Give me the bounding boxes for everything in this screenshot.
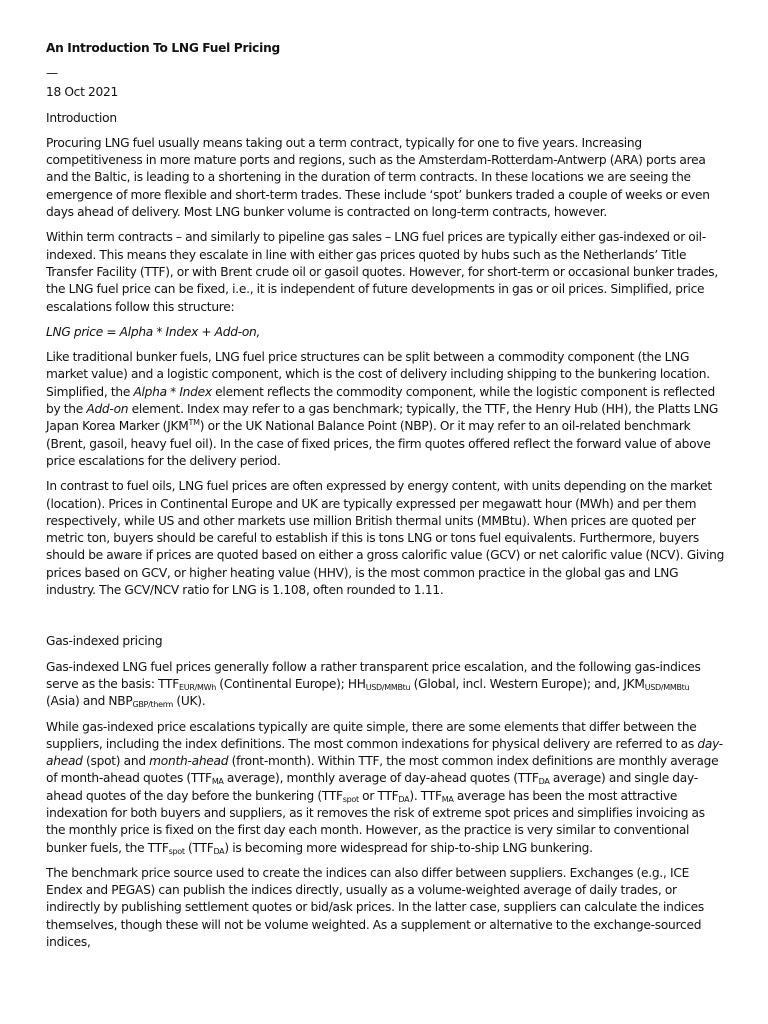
paragraph-indexation: Within term contracts – and similarly to pipeline gas sales – LNG fuel prices are typically either gas-indexed or oil-indexed. This means they escalate in line with either gas prices quoted by hubs such as the Netherlands’ Title Transfer Facility (TTF), or with Brent crude oil or gasoil quotes. However, for short-term or occasional bunker trades, the LNG fuel price can be fixed, i.e., it is independent of future developments in gas or oil prices. Simplified, price escalations follow this structure: <box>46 230 718 314</box>
text-run: (front-month). Within TTF, the most common index definitions are monthly average of month-ahead quotes (TTF <box>46 754 719 786</box>
paragraph-energy-units: In contrast to fuel oils, LNG fuel prices are often expressed by energy content, with units depending on the market (location). Prices in Continental Europe and UK are typically expressed per megawatt hour (MWh) and per them respectively, while US and other markets use million British thermal units (MMBtu). When prices are quoted per metric ton, buyers should be careful to establish if this is tons LNG or tons fuel equivalents. Furthermore, buyers should be aware if prices are quoted based on either a gross calorific value (GCV) or net calorific value (NCV). Giving prices based on GCV, or higher heating value (HHV), is the most common practice in the global gas and LNG industry. The GCV/NCV ratio for LNG is 1.108, often rounded to 1.11. <box>46 479 725 598</box>
text-run: (Global, incl. Western Europe); and, JKM <box>410 676 645 691</box>
unit-subscript: GBP/therm <box>132 700 174 710</box>
price-formula <box>46 324 726 341</box>
paragraph-gas-indices <box>46 659 726 711</box>
paragraph-benchmark-sources: The benchmark price source used to create the indices can also differ between suppliers. Exchanges (e.g., ICE Endex and PEGAS) can publish the indices directly, usually as a volume-weighted average of daily trades, or indirectly by publishing settlement quotes or bid/ask prices. In the latter case, suppliers can calculate the indices themselves, though these will not be volume weighted. As a supplement or alternative to the exchange-sourced indices, <box>46 865 704 950</box>
text-run: (Asia) and NBP <box>46 694 133 709</box>
text-run: average) and single day-ahead quotes of the day before the bunkering (TTF <box>46 771 698 803</box>
text-run: (spot) and <box>82 754 150 769</box>
text-run: ) or the UK National Balance Point (NBP). Or it may refer to an oil-related benchmark (Brent, gasoil, heavy fuel oil). In the case of fixed prices, the firm quotes offered reflect the forward value of above price escalations for the delivery period. <box>46 419 711 468</box>
index-subscript: DA <box>213 846 225 856</box>
paragraph-index-definitions <box>46 719 726 857</box>
text-run: average), monthly average of day-ahead quotes (TTF <box>223 771 539 786</box>
section-heading-gas-indexed: Gas-indexed pricing <box>46 634 163 649</box>
section-spacer <box>46 607 726 633</box>
text-run: (TTF <box>184 840 214 855</box>
text-run: average has been the most attractive indexation for both buyers and suppliers, as it removes the risk of extreme spot prices and simplifies invoicing as the monthly price is fixed on the first day each month. However, as the practice is very similar to conventional bunker fuels, the TTF <box>46 788 705 855</box>
text-run: While gas-indexed price escalations typically are quite simple, there are some elements that differ between the suppliers, including the index definitions. The most common indexations for physical delivery are referred to as <box>46 719 698 751</box>
paragraph-term-contracts: Procuring LNG fuel usually means taking out a term contract, typically for one to five years. Increasing competitiveness in more mature ports and regions, such as the Amsterdam-Rotterdam-Antwerp (ARA) ports area and the Baltic, is leading to a shortening in the duration of term contracts. In these locations we are seeing the emergence of more flexible and short-term trades. These include ‘spot’ bunkers traded a couple of weeks or even days ahead of delivery. Most LNG bunker volume is contracted on long-term contracts, however. <box>46 135 710 220</box>
price-formula-text: LNG price = Alpha * Index + Add-on, <box>46 324 261 339</box>
publication-date: 18 Oct 2021 <box>46 85 118 100</box>
trademark-superscript: TM <box>188 418 200 428</box>
title-separator: — <box>46 66 58 81</box>
index-subscript: MA <box>211 777 224 787</box>
document <box>46 40 726 959</box>
index-subscript: spot <box>168 846 185 856</box>
index-subscript: DA <box>398 794 410 804</box>
document-title: An Introduction To LNG Fuel Pricing <box>46 41 280 55</box>
index-subscript: MA <box>441 794 454 804</box>
text-run: ). TTF <box>409 788 442 803</box>
text-run: element. Index may refer to a gas benchmark; typically, the TTF, the Henry Hub (HH), the Platts LNG Japan Korea Marker (JKM <box>46 402 719 434</box>
unit-subscript: EUR/MWh <box>179 682 216 692</box>
text-run: Gas-indexed LNG fuel prices generally follow a rather transparent price escalation, and the following gas-indices serve as the basis: TTF <box>46 659 701 691</box>
unit-subscript: USD/MMBtu <box>644 682 690 692</box>
section-heading-introduction: Introduction <box>46 110 117 125</box>
text-run: or TTF <box>358 788 399 803</box>
text-run: Like traditional bunker fuels, LNG fuel price structures can be split between a commodity component (the LNG market value) and a logistic component, which is the cost of delivery including shipping to the bunkering location. Simplified, the <box>46 350 710 399</box>
text-run: (Continental Europe); HH <box>215 676 366 691</box>
index-subscript: DA <box>538 777 550 787</box>
text-run: (UK). <box>173 694 206 709</box>
paragraph-price-components <box>46 349 726 470</box>
italic-term: Add-on <box>86 402 129 417</box>
unit-subscript: USD/MMBtu <box>365 682 411 692</box>
text-run: element reflects the commodity component, while the logistic component is reflected by the <box>46 384 715 417</box>
italic-term: month-ahead <box>149 754 229 769</box>
italic-term: day-ahead <box>46 736 723 769</box>
text-run: ) is becoming more widespread for ship-to-ship LNG bunkering. <box>224 840 593 855</box>
italic-term: Alpha * Index <box>133 384 212 399</box>
index-subscript: spot <box>342 794 359 804</box>
